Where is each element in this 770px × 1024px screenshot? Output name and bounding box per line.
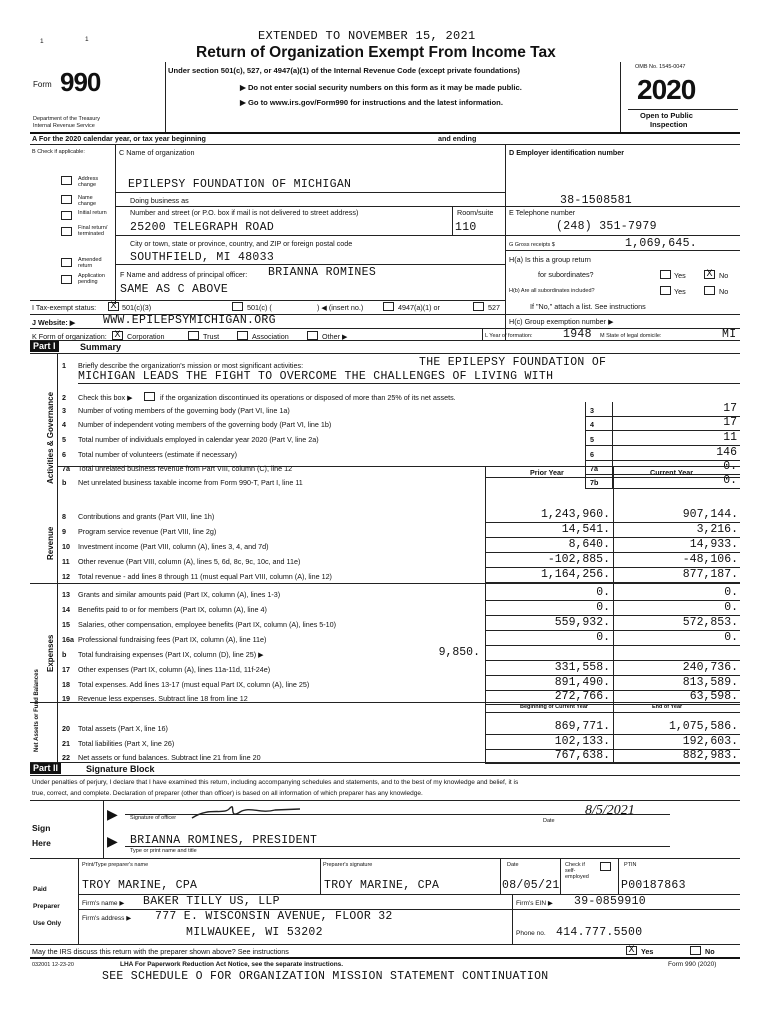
hb-no-label: No bbox=[719, 287, 729, 296]
line-i-label: I Tax-exempt status: bbox=[32, 303, 97, 312]
h-a-label: H(a) Is this a group return bbox=[509, 255, 591, 264]
net-assets-line-number: 21 bbox=[62, 739, 70, 748]
firm-name: BAKER TILLY US, LLP bbox=[143, 895, 280, 908]
gov-line-text: Total number of volunteers (estimate if necessary) bbox=[78, 450, 237, 459]
here-label: Here bbox=[32, 838, 51, 848]
checkbox-final-return[interactable] bbox=[61, 227, 72, 236]
dba-label: Doing business as bbox=[130, 196, 189, 205]
revenue-line-number: 10 bbox=[62, 542, 70, 551]
ssn-notice: ▶ Do not enter social security numbers on this form as it may be made public. bbox=[240, 83, 522, 92]
label-amended-return: Amended return bbox=[78, 257, 102, 269]
label-name-change: Name change bbox=[78, 195, 97, 207]
expense-fundraising-total: 9,850. bbox=[438, 646, 480, 659]
expense-current-value: 0. bbox=[724, 601, 738, 614]
prep-signature: TROY MARINE, CPA bbox=[324, 879, 440, 892]
checkbox-ha-yes[interactable] bbox=[660, 270, 671, 279]
prior-year-header: Prior Year bbox=[530, 468, 564, 477]
revenue-line-number: 11 bbox=[62, 557, 70, 566]
website-label: J Website: ▶ bbox=[32, 318, 76, 327]
expense-line-text: Revenue less expenses. Subtract line 18 from line 12 bbox=[78, 694, 248, 703]
gov-line-box: 7b bbox=[590, 478, 599, 487]
firm-phone-label: Phone no. bbox=[516, 930, 546, 937]
expense-line-number: 17 bbox=[62, 665, 70, 674]
preparer-label: Preparer bbox=[33, 903, 60, 910]
line2-label: Check this box ▶ bbox=[78, 393, 133, 402]
checkbox-discuss-no[interactable] bbox=[690, 946, 701, 955]
revenue-current-value: 877,187. bbox=[682, 568, 738, 581]
label-initial-return: Initial return bbox=[78, 210, 107, 216]
opt-501c: 501(c) ( bbox=[247, 303, 272, 312]
side-expenses: Expenses bbox=[46, 634, 55, 672]
checkbox-corporation[interactable]: X bbox=[112, 331, 123, 340]
footer-code: 032001 12-23-20 bbox=[32, 962, 74, 968]
revenue-prior-value: 1,164,256. bbox=[540, 568, 610, 581]
dept-treasury: Department of the Treasury bbox=[33, 116, 100, 122]
sign-label: Sign bbox=[32, 823, 51, 833]
net-assets-prior-value: 869,771. bbox=[554, 720, 610, 733]
gov-line-value: 0. bbox=[723, 474, 737, 487]
firm-address-1: 777 E. WISCONSIN AVENUE, FLOOR 32 bbox=[155, 910, 393, 923]
expense-line-text: Professional fundraising fees (Part IX, column (A), line 11e) bbox=[78, 635, 267, 644]
room-label: Room/suite bbox=[457, 208, 494, 217]
year-formation: 1948 bbox=[563, 328, 592, 341]
net-assets-line-number: 20 bbox=[62, 724, 70, 733]
gov-line-value: 146 bbox=[716, 446, 737, 459]
side-revenue: Revenue bbox=[46, 526, 55, 560]
checkbox-self-employed[interactable] bbox=[600, 862, 611, 871]
opt-corporation: Corporation bbox=[127, 332, 165, 341]
line-a-label: A For the 2020 calendar year, or tax year beginning bbox=[32, 134, 206, 143]
ha-no-label: No bbox=[719, 271, 729, 280]
label-final-return: Final return/ terminated bbox=[78, 225, 108, 237]
omb-number: OMB No. 1545-0047 bbox=[635, 64, 686, 70]
footer-form: Form 990 (2020) bbox=[668, 961, 717, 968]
line-k-label: K Form of organization: bbox=[32, 332, 107, 341]
expense-prior-value: 0. bbox=[596, 586, 610, 599]
ein-value: 38-1508581 bbox=[560, 194, 633, 207]
boy-header: Beginning of Current Year bbox=[520, 704, 589, 710]
revenue-current-value: 907,144. bbox=[682, 508, 738, 521]
revenue-line-number: 12 bbox=[62, 572, 70, 581]
form-title: Return of Organization Exempt From Income Tax bbox=[196, 44, 556, 61]
gov-line-value: 17 bbox=[723, 416, 737, 429]
checkbox-501c3[interactable]: X bbox=[108, 302, 119, 311]
revenue-prior-value: 8,640. bbox=[568, 538, 610, 551]
expense-prior-value: 272,766. bbox=[554, 690, 610, 703]
box-b-label: B Check if applicable: bbox=[32, 149, 85, 155]
expense-current-value: 63,598. bbox=[689, 690, 738, 703]
prep-date: 08/05/21 bbox=[502, 879, 560, 892]
expense-line-number: 13 bbox=[62, 590, 70, 599]
state-domicile: MI bbox=[722, 328, 737, 341]
expense-line-number: 16a bbox=[62, 635, 74, 644]
sign-date-handwritten: 8/5/2021 bbox=[585, 803, 635, 818]
revenue-line-number: 8 bbox=[62, 512, 66, 521]
expense-line-text: Benefits paid to or for members (Part IX, column (A), line 4) bbox=[78, 605, 267, 614]
revenue-line-text: Program service revenue (Part VIII, line 2g) bbox=[78, 527, 217, 536]
checkbox-527[interactable] bbox=[473, 302, 484, 311]
use-only-label: Use Only bbox=[33, 920, 62, 927]
revenue-prior-value: -102,885. bbox=[547, 553, 610, 566]
sign-arrow-1: ▶ bbox=[107, 806, 118, 822]
line2-text: if the organization discontinued its operations or disposed of more than 25% of its net assets. bbox=[160, 393, 456, 402]
org-name: EPILEPSY FOUNDATION OF MICHIGAN bbox=[128, 178, 352, 191]
paid-label: Paid bbox=[33, 886, 47, 893]
officer-signature bbox=[180, 800, 330, 822]
street-label: Number and street (or P.O. box if mail is not delivered to street address) bbox=[130, 208, 359, 217]
expense-line-number: 19 bbox=[62, 694, 70, 703]
prep-sig-label: Preparer's signature bbox=[323, 862, 373, 868]
expense-line-number: 15 bbox=[62, 620, 70, 629]
expense-line-number: 14 bbox=[62, 605, 70, 614]
mission-line-1: THE EPILEPSY FOUNDATION OF bbox=[419, 356, 607, 369]
revenue-line-text: Total revenue - add lines 8 through 11 (must equal Part VIII, column (A), line 12) bbox=[78, 572, 332, 581]
gov-line-number: b bbox=[62, 478, 67, 487]
net-assets-line-text: Net assets or fund balances. Subtract line 21 from line 20 bbox=[78, 753, 261, 762]
firm-name-label: Firm's name ▶ bbox=[82, 900, 125, 907]
expense-current-value: 0. bbox=[724, 586, 738, 599]
gov-line-box: 5 bbox=[590, 435, 594, 444]
firm-ein-label: Firm's EIN ▶ bbox=[516, 900, 553, 907]
part2-title: Signature Block bbox=[86, 764, 155, 774]
expense-prior-value: 559,932. bbox=[554, 616, 610, 629]
open-public: Open to Public bbox=[640, 111, 693, 120]
discuss-question: May the IRS discuss this return with the preparer shown above? See instructions bbox=[32, 947, 289, 956]
current-year-header: Current Year bbox=[650, 468, 694, 477]
expense-line-number: b bbox=[62, 650, 67, 659]
website-url[interactable]: WWW.EPILEPSYMICHIGAN.ORG bbox=[103, 314, 276, 327]
form-word: Form bbox=[33, 80, 52, 89]
gov-line-value: 11 bbox=[723, 431, 737, 444]
org-name-label: C Name of organization bbox=[119, 148, 195, 157]
gov-line-box: 3 bbox=[590, 406, 594, 415]
checkbox-trust[interactable] bbox=[188, 331, 199, 340]
gov-line-value: 17 bbox=[723, 402, 737, 415]
street-address: 25200 TELEGRAPH ROAD bbox=[130, 221, 275, 234]
checkbox-name-change[interactable] bbox=[61, 195, 72, 204]
opt-other: Other ▶ bbox=[322, 332, 348, 341]
revenue-current-value: 3,216. bbox=[696, 523, 738, 536]
revenue-line-text: Other revenue (Part VIII, column (A), lines 5, 6d, 8c, 9c, 10c, and 11e) bbox=[78, 557, 301, 566]
city-state-zip: SOUTHFIELD, MI 48033 bbox=[130, 251, 275, 264]
expense-current-value: 813,589. bbox=[682, 676, 738, 689]
perjury-line-2: true, correct, and complete. Declaration of preparer (other than officer) is based on all information of which preparer has any knowledge. bbox=[32, 790, 423, 797]
opt-association: Association bbox=[252, 332, 289, 341]
ptin-label: PTIN bbox=[624, 862, 637, 868]
gross-receipts-label: G Gross receipts $ bbox=[509, 242, 555, 248]
opt-insert-no: ) ◀ (insert no.) bbox=[317, 303, 364, 312]
gov-line-text: Total number of individuals employed in calendar year 2020 (Part V, line 2a) bbox=[78, 435, 319, 444]
expense-line-text: Salaries, other compensation, employee benefits (Part IX, column (A), lines 5-10) bbox=[78, 620, 337, 629]
firm-phone: 414.777.5500 bbox=[556, 926, 643, 939]
schedule-o-note: SEE SCHEDULE O FOR ORGANIZATION MISSION STATEMENT CONTINUATION bbox=[102, 970, 549, 983]
gov-line-value: 0. bbox=[723, 460, 737, 473]
expense-line-number: 18 bbox=[62, 680, 70, 689]
form-number: 990 bbox=[60, 67, 101, 97]
net-assets-prior-value: 767,638. bbox=[554, 749, 610, 762]
city-label: City or town, state or province, country, and ZIP or foreign postal code bbox=[130, 239, 353, 248]
type-name-label: Type or print name and title bbox=[130, 848, 197, 854]
net-assets-current-value: 882,983. bbox=[682, 749, 738, 762]
room-suite: 110 bbox=[455, 221, 477, 234]
checkbox-initial-return[interactable] bbox=[61, 211, 72, 220]
sign-arrow-2: ▶ bbox=[107, 833, 118, 849]
checkbox-hb-no[interactable] bbox=[704, 286, 715, 295]
discuss-yes-label: Yes bbox=[641, 947, 654, 956]
expense-line-text: Other expenses (Part IX, column (A), lines 11a-11d, 11f-24e) bbox=[78, 665, 271, 674]
net-assets-prior-value: 102,133. bbox=[554, 735, 610, 748]
revenue-prior-value: 14,541. bbox=[561, 523, 610, 536]
expense-line-text: Total fundraising expenses (Part IX, column (D), line 25) ▶ bbox=[78, 650, 264, 659]
net-assets-line-text: Total assets (Part X, line 16) bbox=[78, 724, 168, 733]
expense-line-text: Grants and similar amounts paid (Part IX, column (A), lines 1-3) bbox=[78, 590, 281, 599]
ha-yes-label: Yes bbox=[674, 271, 686, 280]
net-assets-current-value: 192,603. bbox=[682, 735, 738, 748]
checkbox-other[interactable] bbox=[307, 331, 318, 340]
eoy-header: End of Year bbox=[652, 704, 683, 710]
self-employed-label: Check if self-employed bbox=[565, 862, 589, 880]
gov-line-box: 6 bbox=[590, 450, 594, 459]
discuss-no-label: No bbox=[705, 947, 715, 956]
expense-current-value: 0. bbox=[724, 631, 738, 644]
officer-sig-label: Signature of officer bbox=[130, 815, 177, 821]
revenue-line-text: Investment income (Part VIII, column (A), lines 3, 4, and 7d) bbox=[78, 542, 269, 551]
checkbox-address-change[interactable] bbox=[61, 176, 72, 185]
part2-tag: Part II bbox=[30, 763, 61, 774]
gov-line-number: 7a bbox=[62, 464, 70, 473]
gov-line-number: 4 bbox=[62, 420, 66, 429]
label-application-pending: Application pending bbox=[78, 273, 105, 285]
prep-date-label: Date bbox=[507, 862, 519, 868]
gov-line-text: Total unrelated business revenue from Part VIII, column (C), line 12 bbox=[78, 464, 293, 473]
officer-label: F Name and address of principal officer: bbox=[120, 270, 248, 279]
gov-line-number: 3 bbox=[62, 406, 66, 415]
revenue-current-value: 14,933. bbox=[689, 538, 738, 551]
h-a-sub-label: for subordinates? bbox=[538, 270, 594, 279]
h-b-label: H(b) Are all subordinates included? bbox=[509, 288, 595, 294]
dept-irs: Internal Revenue Service bbox=[33, 123, 95, 129]
revenue-current-value: -48,106. bbox=[682, 553, 738, 566]
officer-name-title[interactable]: BRIANNA ROMINES, PRESIDENT bbox=[130, 834, 318, 847]
gov-line-number: 6 bbox=[62, 450, 66, 459]
prep-name: TROY MARINE, CPA bbox=[82, 879, 198, 892]
opt-527: 527 bbox=[488, 303, 500, 312]
label-address-change: Address change bbox=[78, 176, 99, 188]
checkbox-4947[interactable] bbox=[383, 302, 394, 311]
revenue-line-text: Contributions and grants (Part VIII, line 1h) bbox=[78, 512, 215, 521]
side-net-assets: Net Assets or Fund Balances bbox=[34, 669, 40, 752]
side-activities: Activities & Governance bbox=[46, 391, 55, 484]
opt-4947: 4947(a)(1) or bbox=[398, 303, 440, 312]
net-assets-line-number: 22 bbox=[62, 753, 70, 762]
part1-title: Summary bbox=[80, 342, 122, 352]
year-formation-label: L Year of formation: bbox=[485, 333, 533, 339]
page-mark-left: 1 bbox=[40, 38, 44, 45]
tax-year: 2020 bbox=[637, 74, 696, 105]
opt-trust: Trust bbox=[203, 332, 220, 341]
checkbox-discuss-yes[interactable]: X bbox=[626, 946, 637, 955]
sign-date-label: Date bbox=[543, 818, 555, 824]
mission-label: Briefly describe the organization's mission or most significant activities: bbox=[78, 361, 304, 370]
officer-name: BRIANNA ROMINES bbox=[268, 266, 377, 279]
state-domicile-label: M State of legal domicile: bbox=[600, 333, 662, 339]
checkbox-hb-yes[interactable] bbox=[660, 286, 671, 295]
checkbox-501c[interactable] bbox=[232, 302, 243, 311]
checkbox-ha-no[interactable]: X bbox=[704, 270, 715, 279]
checkbox-discontinued[interactable] bbox=[144, 392, 155, 401]
expense-current-value: 572,853. bbox=[682, 616, 738, 629]
perjury-line-1: Under penalties of perjury, I declare that I have examined this return, including accompanying schedules and statements, and to the best of my knowledge and belief, it is bbox=[32, 779, 519, 786]
expense-prior-value: 0. bbox=[596, 601, 610, 614]
checkbox-association[interactable] bbox=[237, 331, 248, 340]
mission-line-2: MICHIGAN LEADS THE FIGHT TO OVERCOME THE CHALLENGES OF LIVING WITH bbox=[78, 370, 554, 383]
irs-url-notice: ▶ Go to www.irs.gov/Form990 for instructions and the latest information. bbox=[240, 98, 503, 107]
revenue-prior-value: 1,243,960. bbox=[540, 508, 610, 521]
firm-address-2: MILWAUKEE, WI 53202 bbox=[186, 926, 323, 939]
footer-lha: LHA For Paperwork Reduction Act Notice, see the separate instructions. bbox=[120, 961, 344, 968]
part1-tag: Part I bbox=[30, 341, 59, 352]
gov-line-text: Net unrelated business taxable income from Form 990-T, Part I, line 11 bbox=[78, 478, 303, 487]
officer-address: SAME AS C ABOVE bbox=[120, 283, 229, 296]
net-assets-current-value: 1,075,586. bbox=[668, 720, 738, 733]
expense-current-value: 240,736. bbox=[682, 661, 738, 674]
h-c-label: H(c) Group exemption number ▶ bbox=[509, 317, 614, 326]
net-assets-line-text: Total liabilities (Part X, line 26) bbox=[78, 739, 175, 748]
revenue-line-number: 9 bbox=[62, 527, 66, 536]
ein-label: D Employer identification number bbox=[509, 148, 625, 157]
hb-yes-label: Yes bbox=[674, 287, 686, 296]
phone-label: E Telephone number bbox=[509, 208, 576, 217]
line-a-ending: and ending bbox=[438, 134, 477, 143]
gov-line-box: 4 bbox=[590, 420, 594, 429]
gov-line-text: Number of voting members of the governing body (Part VI, line 1a) bbox=[78, 406, 290, 415]
extension-banner: EXTENDED TO NOVEMBER 15, 2021 bbox=[258, 29, 476, 43]
expense-line-text: Total expenses. Add lines 13-17 (must equal Part IX, column (A), line 25) bbox=[78, 680, 310, 689]
checkbox-application-pending[interactable] bbox=[61, 275, 72, 284]
firm-ein: 39-0859910 bbox=[574, 895, 647, 908]
gross-receipts: 1,069,645. bbox=[625, 237, 698, 250]
prep-ptin: P00187863 bbox=[621, 879, 686, 892]
prep-name-label: Print/Type preparer's name bbox=[82, 862, 149, 868]
expense-prior-value: 891,490. bbox=[554, 676, 610, 689]
org-phone: (248) 351-7979 bbox=[556, 220, 657, 233]
inspection: Inspection bbox=[650, 120, 688, 129]
checkbox-amended-return[interactable] bbox=[61, 258, 72, 267]
expense-prior-value: 331,558. bbox=[554, 661, 610, 674]
gov-line-box: 7a bbox=[590, 464, 598, 473]
firm-address-label: Firm's address ▶ bbox=[82, 915, 132, 922]
gov-line-text: Number of independent voting members of the governing body (Part VI, line 1b) bbox=[78, 420, 332, 429]
page-mark-mid: 1 bbox=[85, 36, 89, 43]
opt-501c3: 501(c)(3) bbox=[122, 303, 152, 312]
hb-note: If "No," attach a list. See instructions bbox=[530, 302, 646, 311]
expense-prior-value: 0. bbox=[596, 631, 610, 644]
gov-line-number: 5 bbox=[62, 435, 66, 444]
form-subtitle: Under section 501(c), 527, or 4947(a)(1) of the Internal Revenue Code (except private foundations) bbox=[168, 66, 520, 75]
